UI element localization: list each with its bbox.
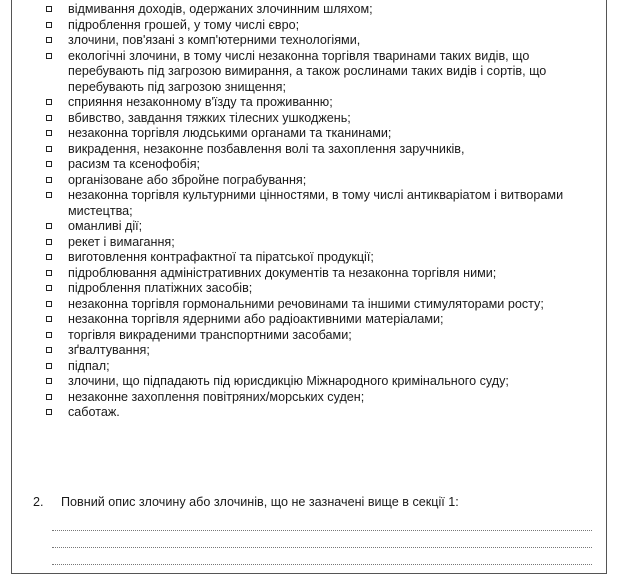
section-text: Повний опис злочину або злочинів, що не зазначені вище в секції 1: — [61, 495, 459, 509]
checkbox-icon[interactable] — [46, 146, 52, 152]
offence-label: незаконне захоплення повітряних/морських суден; — [68, 389, 365, 404]
checkbox-icon[interactable] — [46, 270, 52, 276]
offence-label: виготовлення контрафактної та піратської продукції; — [68, 250, 374, 264]
offence-item[interactable] — [46, 343, 586, 359]
offence-item[interactable] — [46, 126, 586, 142]
answer-line[interactable] — [52, 547, 592, 548]
offence-label: торгівля викраденими транспортними засобами; — [68, 327, 352, 342]
checkbox-icon[interactable] — [46, 347, 52, 353]
checkbox-icon[interactable] — [46, 394, 52, 400]
offence-item[interactable] — [46, 142, 586, 158]
offence-label: екологічні злочини, в тому числі незаконна торгівля тваринами таких видів, що перебувають під загрозою вимирання, а також рослинами таких видів і сортів, що перебувають під загрозою знищення; — [68, 48, 547, 94]
offence-label: відмивання доходів, одержаних злочинним шляхом; — [68, 2, 373, 16]
offence-item[interactable] — [46, 18, 586, 34]
offence-label: оманливі дії; — [68, 219, 143, 233]
offence-label: підпал; — [68, 358, 110, 373]
offence-item[interactable] — [46, 173, 586, 189]
offence-label: вбивство, завдання тяжких тілесних ушкоджень; — [68, 110, 351, 125]
offence-item[interactable] — [46, 250, 586, 266]
offence-label: викрадення, незаконне позбавлення волі та захоплення заручників, — [68, 141, 465, 156]
offence-item[interactable] — [46, 359, 586, 375]
offence-label: підроблення грошей, у тому числі євро; — [68, 17, 300, 32]
checkbox-icon[interactable] — [46, 239, 52, 245]
offence-item[interactable] — [46, 33, 586, 49]
offence-label: організоване або збройне пограбування; — [68, 172, 307, 187]
offence-label: підроблення платіжних засобів; — [68, 281, 253, 295]
checkbox-icon[interactable] — [46, 378, 52, 384]
checkbox-icon[interactable] — [46, 177, 52, 183]
offence-item[interactable] — [46, 111, 586, 127]
offence-label: незаконна торгівля людськими органами та тканинами; — [68, 126, 392, 140]
checkbox-icon[interactable] — [46, 332, 52, 338]
section-number: 2. — [33, 495, 44, 509]
offence-label: підроблювання адміністративних документів та незаконна торгівля ними; — [68, 265, 497, 280]
offence-item[interactable] — [46, 374, 586, 390]
offence-item[interactable] — [46, 405, 586, 421]
checkbox-icon[interactable] — [46, 301, 52, 307]
offence-label: незаконна торгівля ядерними або радіоактивними матеріалами; — [68, 312, 444, 326]
checkbox-icon[interactable] — [46, 285, 52, 291]
offence-list — [46, 2, 586, 421]
offence-label: расизм та ксенофобія; — [68, 157, 201, 171]
offence-label: злочини, що підпадають під юрисдикцію Міжнародного кримінального суду; — [68, 374, 509, 388]
offence-label: саботаж. — [68, 405, 120, 419]
offence-label: зґвалтування; — [68, 343, 150, 357]
checkbox-icon[interactable] — [46, 192, 52, 198]
checkbox-icon[interactable] — [46, 223, 52, 229]
checkbox-icon[interactable] — [46, 161, 52, 167]
offence-item[interactable] — [46, 49, 586, 96]
offence-item[interactable] — [46, 297, 586, 313]
checkbox-icon[interactable] — [46, 53, 52, 59]
checkbox-icon[interactable] — [46, 130, 52, 136]
offence-item[interactable] — [46, 235, 586, 251]
offence-item[interactable] — [46, 328, 586, 344]
checkbox-icon[interactable] — [46, 37, 52, 43]
checkbox-icon[interactable] — [46, 409, 52, 415]
offence-item[interactable] — [46, 281, 586, 297]
answer-line[interactable] — [52, 530, 592, 531]
offence-item[interactable] — [46, 2, 586, 18]
offence-label: незаконна торгівля гормональними речовинами та іншими стимуляторами росту; — [68, 296, 544, 311]
offence-label: рекет і вимагання; — [68, 234, 175, 249]
offence-item[interactable] — [46, 312, 586, 328]
answer-line[interactable] — [52, 564, 592, 565]
checkbox-icon[interactable] — [46, 316, 52, 322]
offence-label: злочини, пов'язані з комп'ютерними технологіями, — [68, 33, 361, 47]
offence-label: незаконна торгівля культурними цінностями, в тому числі антикваріатом і витворами мистецтва; — [68, 188, 564, 218]
offence-item[interactable] — [46, 188, 586, 219]
checkbox-icon[interactable] — [46, 363, 52, 369]
offence-item[interactable] — [46, 266, 586, 282]
offence-item[interactable] — [46, 219, 586, 235]
checkbox-icon[interactable] — [46, 99, 52, 105]
offence-item[interactable] — [46, 390, 586, 406]
checkbox-icon[interactable] — [46, 22, 52, 28]
checkbox-icon[interactable] — [46, 115, 52, 121]
checkbox-icon[interactable] — [46, 6, 52, 12]
section-2-heading — [33, 495, 459, 511]
offence-item[interactable] — [46, 157, 586, 173]
offence-item[interactable] — [46, 95, 586, 111]
checkbox-icon[interactable] — [46, 254, 52, 260]
offence-label: сприяння незаконному в'їзду та проживанню; — [68, 95, 333, 109]
